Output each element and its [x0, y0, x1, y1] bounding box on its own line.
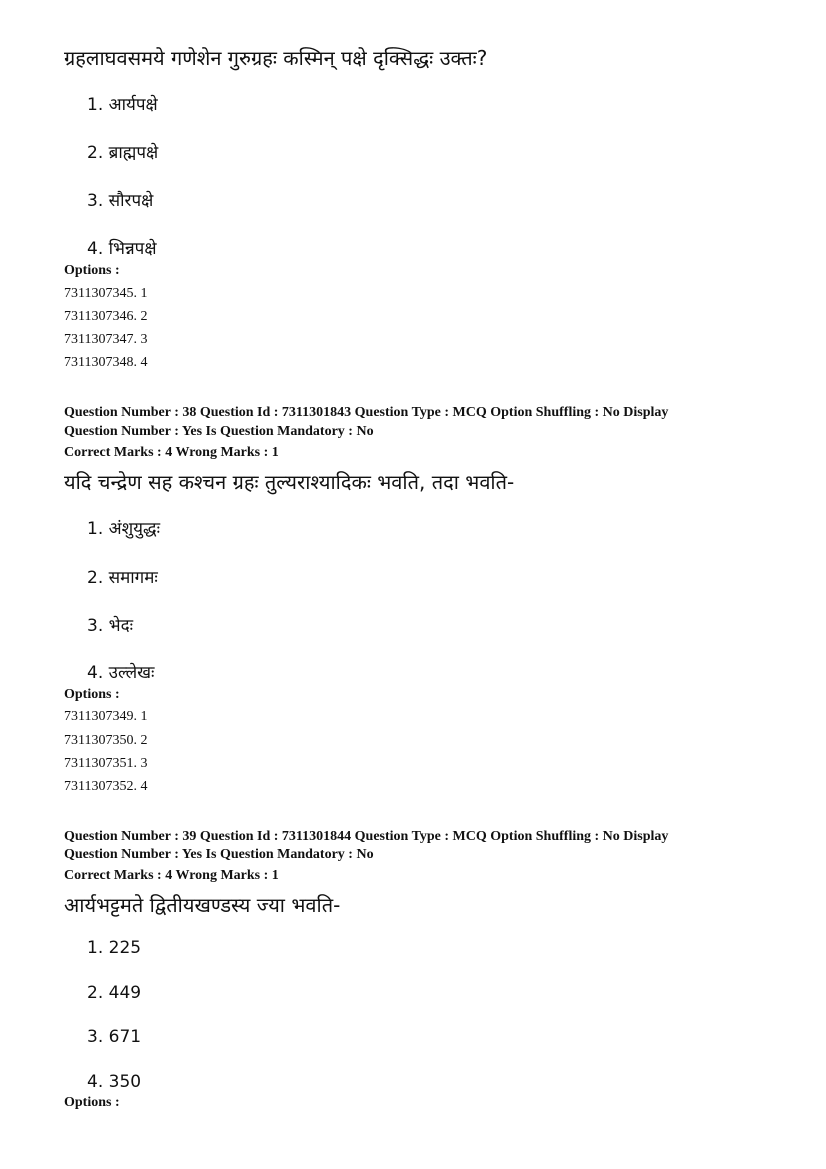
option-code: 7311307352. 4 [64, 779, 148, 794]
marks-meta: Correct Marks : 4 Wrong Marks : 1 [64, 445, 279, 460]
option-code: 7311307350. 2 [64, 733, 148, 748]
choice-2: 2. समागमः [87, 568, 158, 588]
choice-4: 4. भिन्नपक्षे [87, 239, 157, 259]
choice-1: 1. आर्यपक्षे [87, 95, 158, 115]
choice-4: 4. उल्लेखः [87, 663, 155, 683]
option-code: 7311307351. 3 [64, 756, 148, 771]
choice-3: 3. सौरपक्षे [87, 191, 154, 211]
choice-2: 2. 449 [87, 983, 142, 1003]
question-text: यदि चन्द्रेण सह कश्चन ग्रहः तुल्यराश्यादिकः भवति, तदा भवति- [64, 470, 515, 494]
option-code: 7311307349. 1 [64, 709, 148, 724]
marks-meta: Correct Marks : 4 Wrong Marks : 1 [64, 868, 279, 883]
question-text: ग्रहलाघवसमये गणेशेन गुरुग्रहः कस्मिन् पक्षे दृक्सिद्धः उक्तः? [64, 46, 488, 70]
choice-3: 3. 671 [87, 1027, 142, 1047]
options-label: Options : [64, 1095, 120, 1110]
option-code: 7311307348. 4 [64, 355, 148, 370]
choice-1: 1. अंशुयुद्धः [87, 519, 161, 539]
option-code: 7311307347. 3 [64, 332, 148, 347]
options-label: Options : [64, 263, 120, 278]
question-meta: Question Number : Yes Is Question Mandatory : No [64, 424, 374, 439]
options-label: Options : [64, 687, 120, 702]
choice-1: 1. 225 [87, 938, 142, 958]
option-code: 7311307346. 2 [64, 309, 148, 324]
question-text: आर्यभट्टमते द्वितीयखण्डस्य ज्या भवति- [64, 893, 341, 917]
question-meta: Question Number : 38 Question Id : 7311301843 Question Type : MCQ Option Shuffling : No Display [64, 405, 669, 420]
choice-4: 4. 350 [87, 1072, 142, 1092]
choice-3: 3. भेदः [87, 616, 134, 636]
question-meta: Question Number : Yes Is Question Mandatory : No [64, 847, 374, 862]
option-code: 7311307345. 1 [64, 286, 148, 301]
choice-2: 2. ब्राह्मपक्षे [87, 143, 159, 163]
question-meta: Question Number : 39 Question Id : 7311301844 Question Type : MCQ Option Shuffling : No Display [64, 829, 669, 844]
